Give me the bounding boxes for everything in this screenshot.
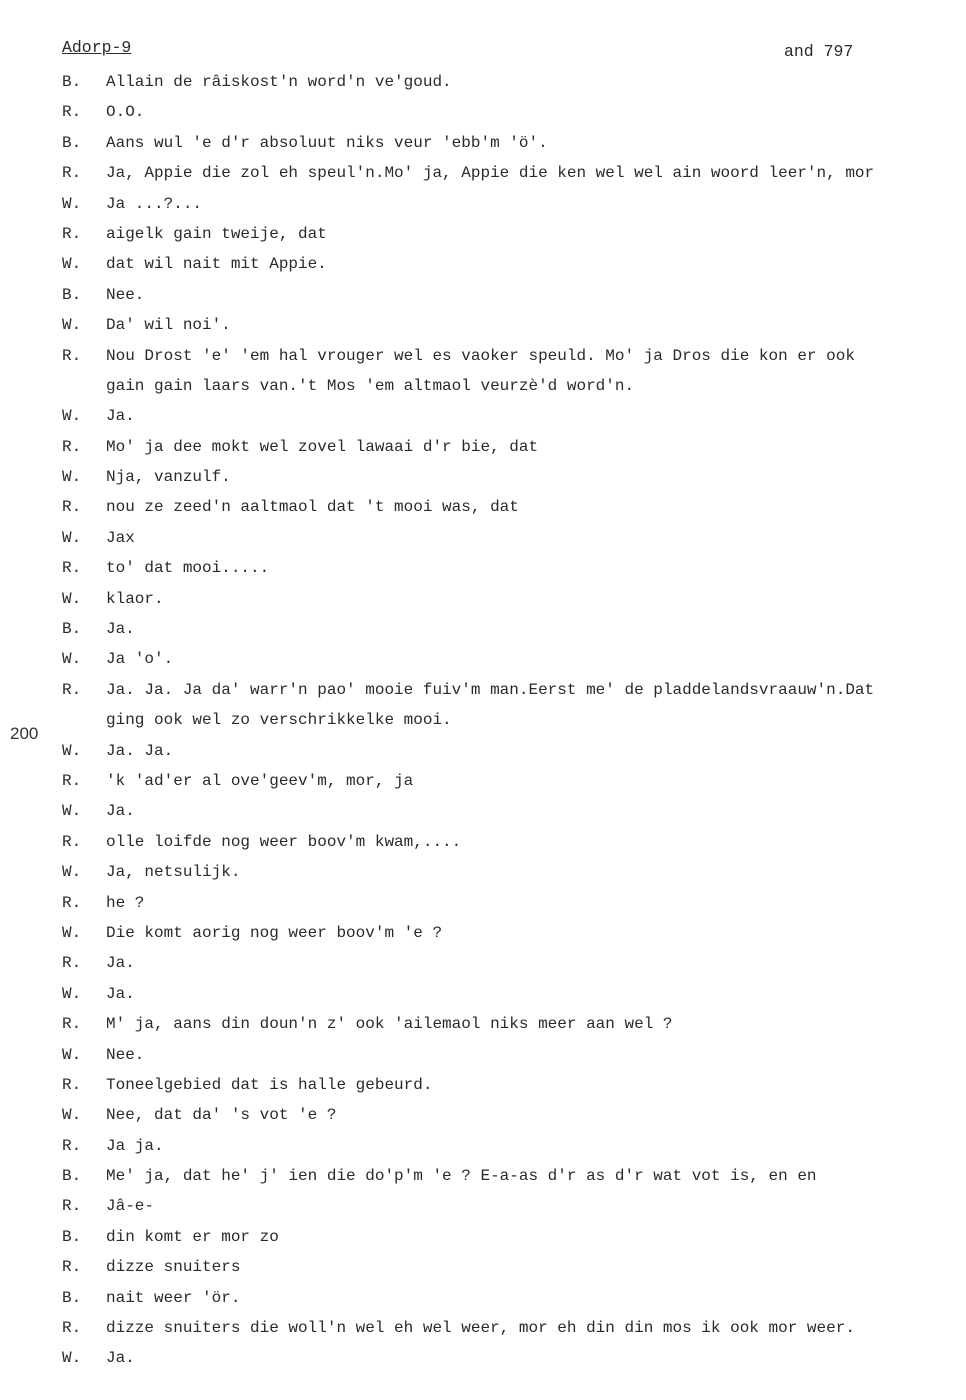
transcript-line <box>62 432 962 462</box>
speaker-label: R. <box>62 771 82 790</box>
transcript-line <box>62 614 962 644</box>
utterance-text: he ? <box>106 893 145 912</box>
speaker-label: W. <box>62 1349 82 1368</box>
transcript-line <box>62 1313 962 1343</box>
utterance-text: Toneelgebied dat is halle gebeurd. <box>106 1075 433 1094</box>
transcript-line <box>62 1070 962 1100</box>
speaker-label: W. <box>62 650 82 669</box>
speaker-label: W. <box>62 468 82 487</box>
transcript-line <box>62 1222 962 1252</box>
transcript-line <box>62 1161 962 1191</box>
utterance-text: dat wil nait mit Appie. <box>106 255 327 274</box>
transcript-line <box>62 310 962 340</box>
speaker-label: R. <box>62 437 82 456</box>
speaker-label: R. <box>62 559 82 578</box>
utterance-text: Nee. <box>106 1045 145 1064</box>
speaker-label: R. <box>62 1136 82 1155</box>
speaker-label: W. <box>62 802 82 821</box>
speaker-label: W. <box>62 316 82 335</box>
utterance-text: Ja, netsulijk. <box>106 863 241 882</box>
transcript-line <box>62 1191 962 1221</box>
speaker-label: W. <box>62 1045 82 1064</box>
transcript-line <box>62 1343 962 1373</box>
transcript-line <box>62 979 962 1009</box>
transcript-line <box>62 796 962 826</box>
speaker-label: R. <box>62 1319 82 1338</box>
utterance-text: olle loifde nog weer boov'm kwam,.... <box>106 832 462 851</box>
margin-number: 200 <box>10 724 39 743</box>
transcript-line <box>62 553 962 583</box>
transcript-line <box>62 1040 962 1070</box>
utterance-text: Jâ-e- <box>106 1197 155 1216</box>
utterance-text: nou ze zeed'n aaltmaol dat 't mooi was, dat <box>106 498 519 517</box>
transcript-line <box>62 675 962 705</box>
utterance-text: Ja. Ja. <box>106 741 174 760</box>
transcript-line <box>62 1131 962 1161</box>
speaker-label: R. <box>62 1075 82 1094</box>
utterance-text: Me' ja, dat he' j' ien die do'p'm 'e ? E-a-as d'r as d'r wat vot is, en en <box>106 1167 817 1186</box>
utterance-text: din komt er mor zo <box>106 1227 279 1246</box>
speaker-label: W. <box>62 984 82 1003</box>
speaker-label: R. <box>62 103 82 122</box>
transcript-line <box>62 371 962 401</box>
transcript-line <box>62 918 962 948</box>
speaker-label: R. <box>62 224 82 243</box>
speaker-label: B. <box>62 1227 82 1246</box>
utterance-text: Ja. <box>106 1349 135 1368</box>
transcript-line <box>62 766 962 796</box>
utterance-text: O.O. <box>106 103 145 122</box>
speaker-label: R. <box>62 346 82 365</box>
transcript-line <box>62 1252 962 1282</box>
utterance-text: Ja. <box>106 407 135 426</box>
transcript-line <box>62 1283 962 1313</box>
transcript-line <box>62 492 962 522</box>
utterance-text: aigelk gain tweije, dat <box>106 224 327 243</box>
speaker-label: R. <box>62 1197 82 1216</box>
speaker-label: B. <box>62 1167 82 1186</box>
utterance-text: Die komt aorig nog weer boov'm 'e ? <box>106 923 443 942</box>
utterance-text: dizze snuiters die woll'n wel eh wel weer, mor eh din din mos ik ook mor weer. <box>106 1319 855 1338</box>
utterance-text: Allain de râiskost'n word'n ve'goud. <box>106 73 452 91</box>
transcript-line <box>62 644 962 674</box>
utterance-text: 'k 'ad'er al ove'geev'm, mor, ja <box>106 771 414 790</box>
transcript-line <box>62 523 962 553</box>
utterance-text: Nee. <box>106 285 145 304</box>
utterance-text: Aans wul 'e d'r absoluut niks veur 'ebb'm 'ö'. <box>106 133 548 152</box>
transcript-line <box>62 1009 962 1039</box>
speaker-label: R. <box>62 164 82 183</box>
utterance-text: klaor. <box>106 589 164 608</box>
transcript-line <box>62 401 962 431</box>
speaker-label: W. <box>62 407 82 426</box>
speaker-label: W. <box>62 1106 82 1125</box>
transcript-line <box>62 705 962 735</box>
utterance-text: Nee, dat da' 's vot 'e ? <box>106 1106 337 1125</box>
utterance-text: Da' wil noi'. <box>106 316 231 335</box>
transcript-line <box>62 584 962 614</box>
speaker-label: R. <box>62 893 82 912</box>
transcript-line <box>62 249 962 279</box>
utterance-text: Jax <box>106 528 135 547</box>
transcript-line <box>62 827 962 857</box>
transcript-lines <box>62 67 962 1374</box>
utterance-text: Ja. <box>106 954 135 973</box>
transcript-line <box>62 67 962 97</box>
speaker-label: B. <box>62 133 82 152</box>
utterance-text: Ja. Ja. Ja da' warr'n pao' mooie fuiv'm man.Eerst me' de pladdelandsvraauw'n.Dat <box>106 680 875 699</box>
utterance-text: Nou Drost 'e' 'em hal vrouger wel es vaoker speuld. Mo' ja Dros die kon er ook <box>106 346 855 365</box>
transcript-line <box>62 128 962 158</box>
utterance-text: Nja, vanzulf. <box>106 468 231 487</box>
utterance-text: gain gain laars van.'t Mos 'em altmaol veurzè'd word'n. <box>106 376 635 395</box>
transcript-line <box>62 341 962 371</box>
speaker-label: R. <box>62 498 82 517</box>
speaker-label: W. <box>62 863 82 882</box>
utterance-text: ging ook wel zo verschrikkelke mooi. <box>106 711 452 730</box>
tape-reference: and 797 <box>784 42 854 61</box>
utterance-text: to' dat mooi..... <box>106 559 270 578</box>
transcript-line <box>62 857 962 887</box>
speaker-label: B. <box>62 73 82 91</box>
document-title: Adorp-9 <box>62 38 132 57</box>
speaker-label: W. <box>62 255 82 274</box>
utterance-text: Ja. <box>106 984 135 1003</box>
utterance-text: nait weer 'ör. <box>106 1288 241 1307</box>
utterance-text: Ja ...?... <box>106 194 203 213</box>
transcript-line <box>62 280 962 310</box>
transcript-line <box>62 462 962 492</box>
utterance-text: Ja 'o'. <box>106 650 174 669</box>
transcript-line <box>62 1100 962 1130</box>
transcript-line <box>62 736 962 766</box>
utterance-text: Ja ja. <box>106 1136 164 1155</box>
speaker-label: B. <box>62 285 82 304</box>
utterance-text: Mo' ja dee mokt wel zovel lawaai d'r bie, dat <box>106 437 539 456</box>
speaker-label: W. <box>62 741 82 760</box>
speaker-label: B. <box>62 620 82 639</box>
transcript-line <box>62 158 962 188</box>
speaker-label: B. <box>62 1288 82 1307</box>
utterance-text: Ja. <box>106 802 135 821</box>
transcript-line <box>62 888 962 918</box>
transcript-line <box>62 97 962 127</box>
utterance-text: M' ja, aans din doun'n z' ook 'ailemaol niks meer aan wel ? <box>106 1015 673 1034</box>
speaker-label: R. <box>62 1015 82 1034</box>
speaker-label: W. <box>62 923 82 942</box>
transcript-line <box>62 189 962 219</box>
speaker-label: R. <box>62 832 82 851</box>
utterance-text: dizze snuiters <box>106 1258 241 1277</box>
speaker-label: R. <box>62 680 82 699</box>
speaker-label: W. <box>62 194 82 213</box>
utterance-text: Ja, Appie die zol eh speul'n.Mo' ja, Appie die ken wel wel ain woord leer'n, mor <box>106 164 875 183</box>
utterance-text: Ja. <box>106 620 135 639</box>
transcript-line <box>62 948 962 978</box>
transcript-line <box>62 219 962 249</box>
speaker-label: R. <box>62 1258 82 1277</box>
speaker-label: W. <box>62 589 82 608</box>
speaker-label: W. <box>62 528 82 547</box>
speaker-label: R. <box>62 954 82 973</box>
